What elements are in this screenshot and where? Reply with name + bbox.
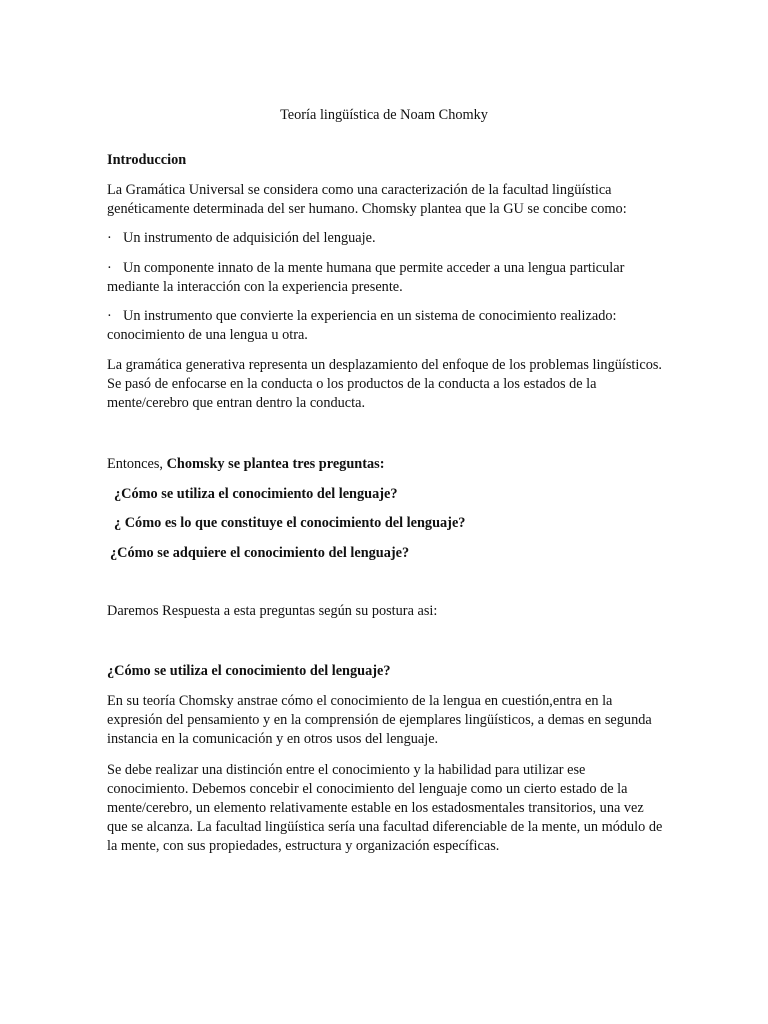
question-1: ¿Cómo se utiliza el conocimiento del lenguaje? [114, 486, 398, 502]
bullet-marker: · [107, 308, 112, 324]
intro-paragraph: La Gramática Universal se considera como una caracterización de la facultad lingüística genéticamente determinada del ser humano. Chomsky plantea que la GU se concibe como: [107, 182, 627, 217]
section-paragraph-1: En su teoría Chomsky anstrae cómo el conocimiento de la lengua en cuestión,entra en la expresión del pensamiento y en la comprensión de ejemplares lingüísticos, a demas en segunda instancia en la comunicación y en otros usos del lenguaje. [107, 693, 652, 747]
intro-heading: Introduccion [107, 152, 187, 168]
entonces-bold: Chomsky se plantea tres preguntas: [166, 456, 385, 472]
generative-paragraph: La gramática generativa representa un desplazamiento del enfoque de los problemas lingüísticos. Se pasó de enfocarse en la conducta o los productos de la conducta a los estados de la mente/cerebro que entran dentro la conducta. [107, 357, 662, 411]
bullet-text: Un componente innato de la mente humana que permite acceder a una lengua particular mediante la interacción con la experiencia presente. [107, 260, 625, 295]
document-title: Teoría lingüística de Noam Chomky [280, 107, 488, 124]
bullet-item [107, 229, 667, 248]
bullet-marker: · [107, 260, 112, 276]
section-heading: ¿Cómo se utiliza el conocimiento del lenguaje? [107, 663, 391, 679]
entonces-line [107, 455, 667, 474]
question-3: ¿Cómo se adquiere el conocimiento del lenguaje? [110, 545, 410, 561]
bullet-text: Un instrumento que convierte la experiencia en un sistema de conocimiento realizado: conocimiento de una lengua u otra. [107, 308, 617, 343]
daremos-line: Daremos Respuesta a esta preguntas según su postura asi: [107, 603, 438, 619]
bullet-item [107, 307, 667, 345]
bullet-item [107, 259, 667, 297]
question-2: ¿ Cómo es lo que constituye el conocimiento del lenguaje? [114, 515, 466, 531]
bullet-text: Un instrumento de adquisición del lenguaje. [123, 230, 376, 246]
section-paragraph-2: Se debe realizar una distinción entre el conocimiento y la habilidad para utilizar ese conocimiento. Debemos concebir el conocimiento del lenguaje como un cierto estado de la mente/cerebro, un elemento relativamente estable en los estadosmentales transitorios, una vez que se alcanza. La facultad lingüística sería una facultad diferenciable de la mente, un módulo de la mente, con sus propiedades, estructura y organización específicas. [107, 762, 663, 854]
bullet-marker: · [107, 230, 112, 246]
entonces-prefix: Entonces, [107, 456, 167, 472]
